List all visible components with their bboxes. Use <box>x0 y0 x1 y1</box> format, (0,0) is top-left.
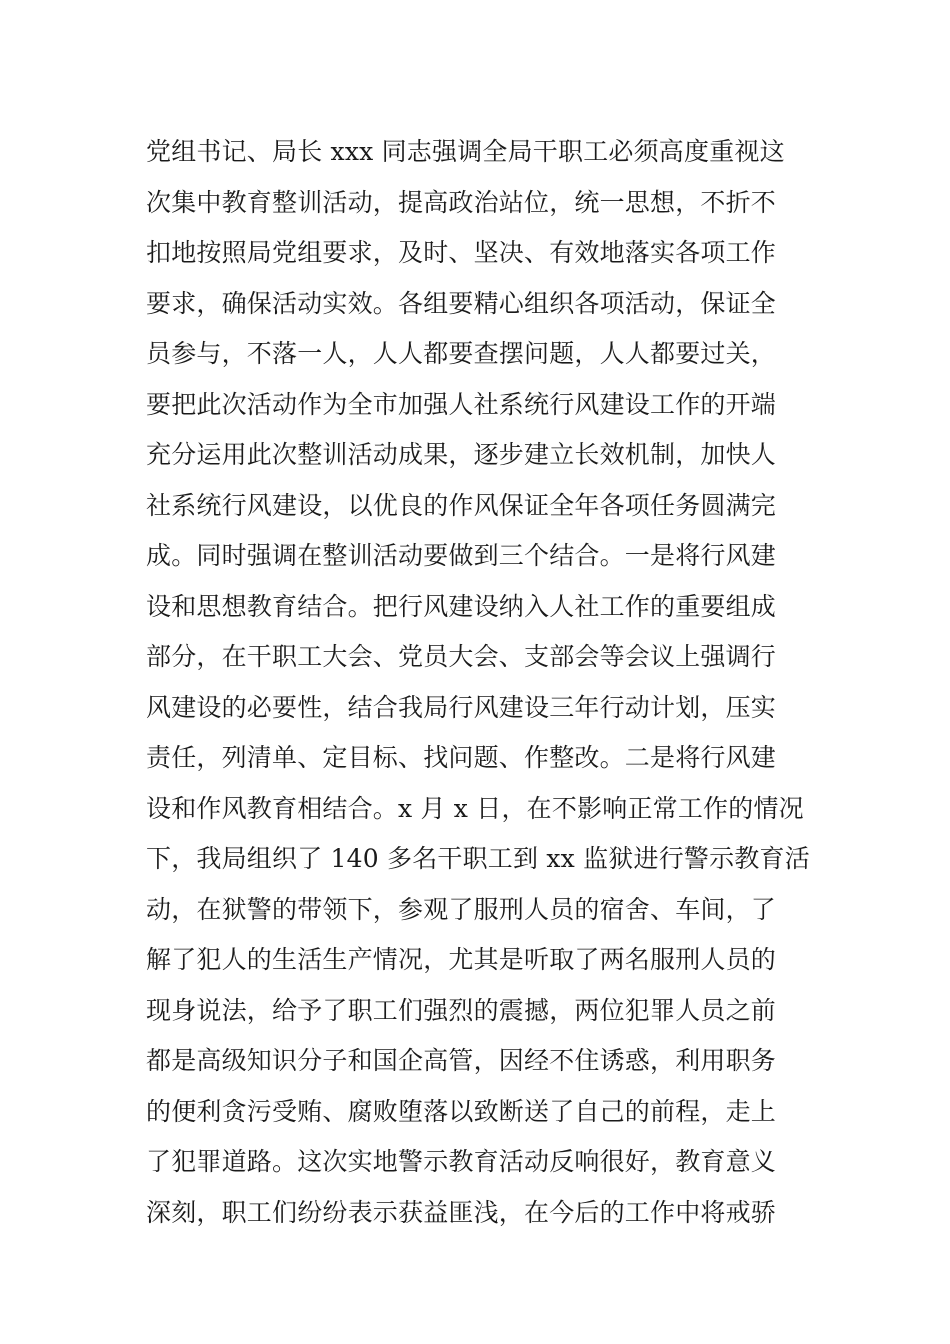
text-line: 解了犯人的生活生产情况，尤其是听取了两名服刑人员的 <box>146 945 777 974</box>
text-line: 设和思想教育结合。把行风建设纳入人社工作的重要组成 <box>146 591 777 621</box>
text-line: 要求，确保活动实效。各组要精心组织各项活动，保证全 <box>146 288 777 318</box>
text-line: 员参与，不落一人，人人都要查摆问题，人人都要过关， <box>146 339 777 368</box>
text-line: 社系统行风建设，以优良的作风保证全年各项任务圆满完 <box>146 490 777 520</box>
text-line: 深刻，职工们纷纷表示获益匪浅，在今后的工作中将戒骄 <box>146 1197 777 1227</box>
text-line: 都是高级知识分子和国企高管，因经不住诱惑，利用职务 <box>146 1046 777 1075</box>
text-line: 次集中教育整训活动，提高政治站位，统一思想，不折不 <box>146 187 777 217</box>
text-line: 责任，列清单、定目标、找问题、作整改。二是将行风建 <box>146 743 777 772</box>
text-line: 充分运用此次整训活动成果，逐步建立长效机制，加快人 <box>146 440 777 469</box>
text-line: 设和作风教育相结合。x 月 x 日，在不影响正常工作的情况 <box>146 793 804 823</box>
text-line: 部分，在干职工大会、党员大会、支部会等会议上强调行 <box>146 642 777 671</box>
text-line: 成。同时强调在整训活动要做到三个结合。一是将行风建 <box>146 541 777 570</box>
text-line: 要把此次活动作为全市加强人社系统行风建设工作的开端 <box>146 389 777 419</box>
text-line: 现身说法，给予了职工们强烈的震撼，两位犯罪人员之前 <box>146 995 777 1025</box>
text-line: 下，我局组织了 140 多名干职工到 xx 监狱进行警示教育活 <box>146 844 810 873</box>
body-text <box>146 127 826 1238</box>
text-line: 风建设的必要性，结合我局行风建设三年行动计划，压实 <box>146 692 777 722</box>
text-line: 了犯罪道路。这次实地警示教育活动反响很好，教育意义 <box>146 1147 777 1176</box>
text-line: 党组书记、局长 xxx 同志强调全局干职工必须高度重视这 <box>146 137 785 166</box>
text-line: 动，在狱警的带领下，参观了服刑人员的宿舍、车间，了 <box>146 894 777 924</box>
text-line: 的便利贪污受贿、腐败堕落以致断送了自己的前程，走上 <box>146 1096 777 1126</box>
text-line: 扣地按照局党组要求，及时、坚决、有效地落实各项工作 <box>146 238 777 267</box>
